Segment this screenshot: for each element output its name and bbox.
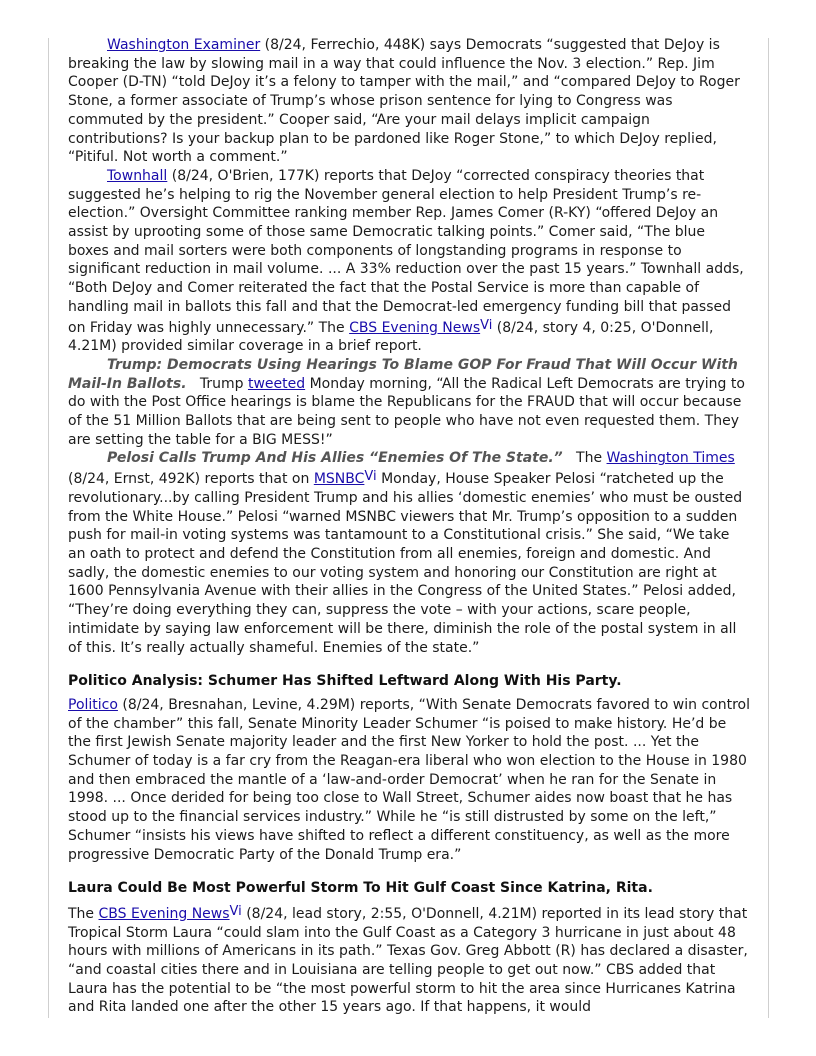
subheadline-trump: Trump: Democrats Using Hearings To Blame GOP For Fraud That Will Occur With Mail-In Ballots. — [68, 356, 738, 392]
paragraph-text: (8/24, story 4, 0:25, O'Donnell, 4.21M) provided similar coverage in a brief report. — [68, 319, 714, 355]
link-townhall[interactable]: Townhall — [107, 167, 168, 184]
paragraph-text: (8/24, O'Brien, 177K) reports that DeJoy “corrected conspiracy theories that suggested he’s helping to rig the November general election to help President Trump’s re-election.” Oversight Committee ranking member Rep. James Comer (R-KY) “offered DeJoy an assist by uprooting some of those same Democratic talking points.” Comer said, “The blue boxes and mail sorters were both components of longstanding programs in response to significant reduction in mail volume. ... A 33% reduction over the past 15 years.” Townhall adds, “Both DeJoy and Comer reiterated the fact that the Postal Service is more than capable of handling mail in ballots this fall and that the Democrat-led emergency funding bill that passed on Friday was highly unnecessary.” The — [68, 167, 744, 336]
paragraph-text: The — [68, 905, 99, 922]
link-washington-examiner[interactable]: Washington Examiner — [107, 37, 261, 53]
document-body — [68, 36, 750, 1017]
paragraph-text: Trump — [186, 375, 248, 392]
paragraph-pelosi — [68, 449, 750, 657]
link-politico[interactable]: Politico — [68, 696, 118, 713]
paragraph-laura — [68, 903, 750, 1017]
link-msnbc[interactable]: MSNBC — [313, 471, 365, 488]
video-indicator-link[interactable]: Vi — [229, 903, 242, 919]
paragraph-politico — [68, 696, 750, 864]
paragraph-trump-tweet — [68, 356, 750, 450]
video-indicator-link[interactable]: Vi — [364, 469, 377, 485]
paragraph-text: Monday, House Speaker Pelosi “ratcheted up the revolutionary...by calling President Trump and his allies ‘domestic enemies’ who must be ousted from the White House.” Pelosi “warned MSNBC viewers that Mr. Trump’s opposition to a sudden push for mail-in voting systems was tantamount to a Constitutional crisis.” She said, “We take an oath to protect and defend the Constitution from all enemies, foreign and domestic. And sadly, the domestic enemies to our voting system and honoring our Constitution are right at 1600 Pennsylvania Avenue with their allies in the Congress of the United States.” Pelosi added, “They’re doing everything they can, suppress the vote – with your actions, scare people, intimidate by saying law enforcement will be there, diminish the role of the postal system in all of this. It’s really actually shameful. Enemies of the state.” — [68, 471, 743, 656]
link-washington-times[interactable]: Washington Times — [606, 450, 735, 467]
paragraph-text: (8/24, Ernst, 492K) reports that on — [68, 471, 314, 488]
link-cbs-evening-news[interactable]: CBS Evening News — [349, 319, 481, 336]
paragraph-townhall — [68, 167, 750, 356]
paragraph-text: (8/24, Ferrechio, 448K) says Democrats “suggested that DeJoy is breaking the law by slowing mail in a way that could influence the Nov. 3 election.” Rep. Jim Cooper (D-TN) “told DeJoy it’s a felony to tamper with the mail,” and “compared DeJoy to Roger Stone, a former associate of Trump’s whose prison sentence for lying to Congress was commuted by the president.” Cooper said, “Are your mail delays implicit campaign contributions? Is your backup plan to be pardoned like Roger Stone,” to which DeJoy replied, “Pitiful. Not worth a comment.” — [68, 37, 740, 166]
video-indicator-link[interactable]: Vi — [480, 317, 493, 333]
paragraph-text: Monday morning, “All the Radical Left Democrats are trying to do with the Post Office hearings is blame the Republicans for the FRAUD that will occur because of the 51 Million Ballots that are being sent to people who have not even requested them. They are setting the table for a BIG MESS!” — [68, 375, 745, 448]
page-border-left — [48, 38, 49, 1018]
headline-laura: Laura Could Be Most Powerful Storm To Hit Gulf Coast Since Katrina, Rita. — [68, 880, 653, 897]
headline-schumer: Politico Analysis: Schumer Has Shifted Leftward Along With His Party. — [68, 673, 622, 690]
paragraph-text: (8/24, Bresnahan, Levine, 4.29M) reports, “With Senate Democrats favored to win control of the chamber” this fall, Senate Minority Leader Schumer “is poised to make history. He’d be the first Jewish Senate majority leader and the first New Yorker to hold the post. ... Yet the Schumer of today is a far cry from the Reagan-era liberal who won election to the House in 1980 and then embraced the mantle of a ‘law-and-order Democrat’ when he ran for the Senate in 1998. ... Once derided for being too close to Wall Street, Schumer aides now boast that he has stood up to the financial services industry.” While he “is still distrusted by some on the left,” Schumer “insists his views have shifted to reflect a different constituency, as well as the more progressive Democratic Party of the Donald Trump era.” — [68, 696, 750, 863]
paragraph-text: The — [562, 450, 607, 467]
link-tweeted[interactable]: tweeted — [247, 375, 306, 392]
paragraph-text: (8/24, lead story, 2:55, O'Donnell, 4.21M) reported in its lead story that Tropical Storm Laura “could slam into the Gulf Coast as a Category 3 hurricane in just about 48 hours with millions of Americans in its path.” Texas Gov. Greg Abbott (R) has declared a disaster, “and coastal cities there and in Louisiana are telling people to get out now.” CBS added that Laura has the potential to be “the most powerful storm to hit the area since Hurricanes Katrina and Rita landed one after the other 15 years ago. If that happens, it would — [68, 905, 748, 1016]
link-cbs-evening-news-laura[interactable]: CBS Evening News — [98, 905, 230, 922]
paragraph-examiner — [68, 36, 750, 167]
page-border-right — [768, 38, 769, 1018]
subheadline-pelosi: Pelosi Calls Trump And His Allies “Enemies Of The State.” — [107, 450, 563, 467]
